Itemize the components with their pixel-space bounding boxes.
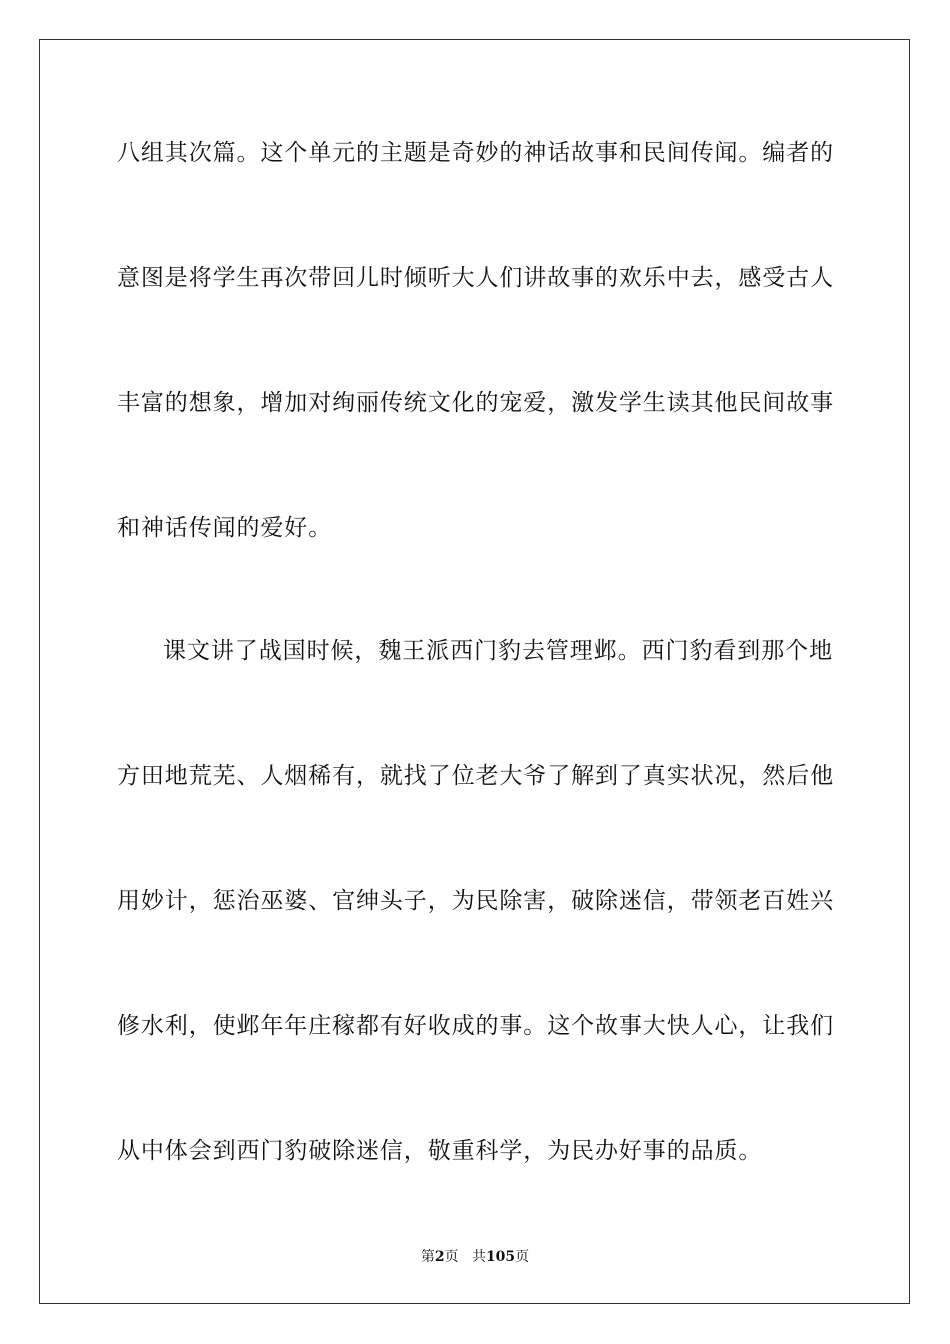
- paragraph-2-line-2: 方田地荒芜、人烟稀有，就找了位老大爷了解到了真实状况，然后他: [117, 763, 834, 789]
- paragraph-1-line-3: 丰富的想象，增加对绚丽传统文化的宠爱，激发学生读其他民间故事: [117, 390, 834, 416]
- page-number: 2: [434, 1249, 445, 1265]
- page-prefix: 第: [420, 1249, 435, 1265]
- paragraph-1-line-4: 和神话传闻的爱好。: [117, 515, 333, 541]
- total-suffix: 页: [515, 1249, 530, 1265]
- paragraph-1-line-1: 八组其次篇。这个单元的主题是奇妙的神话故事和民间传闻。编者的: [117, 140, 834, 166]
- total-prefix: 共: [471, 1249, 486, 1265]
- paragraph-2-line-5: 从中体会到西门豹破除迷信，敬重科学，为民办好事的品质。: [117, 1138, 763, 1164]
- paragraph-1-line-2: 意图是将学生再次带回儿时倾听大人们讲故事的欢乐中去，感受古人: [117, 265, 834, 291]
- total-pages: 105: [485, 1249, 516, 1265]
- paragraph-2-line-1: 课文讲了战国时候，魏王派西门豹去管理邺。西门豹看到那个地: [163, 638, 833, 664]
- paragraph-2-line-4: 修水利，使邺年年庄稼都有好收成的事。这个故事大快人心，让我们: [117, 1013, 834, 1039]
- paragraph-2-line-3: 用妙计，惩治巫婆、官绅头子，为民除害，破除迷信，带领老百姓兴: [117, 888, 834, 914]
- page-footer: [0, 1248, 950, 1266]
- page-suffix: 页: [444, 1249, 459, 1265]
- page-border: [39, 39, 910, 1304]
